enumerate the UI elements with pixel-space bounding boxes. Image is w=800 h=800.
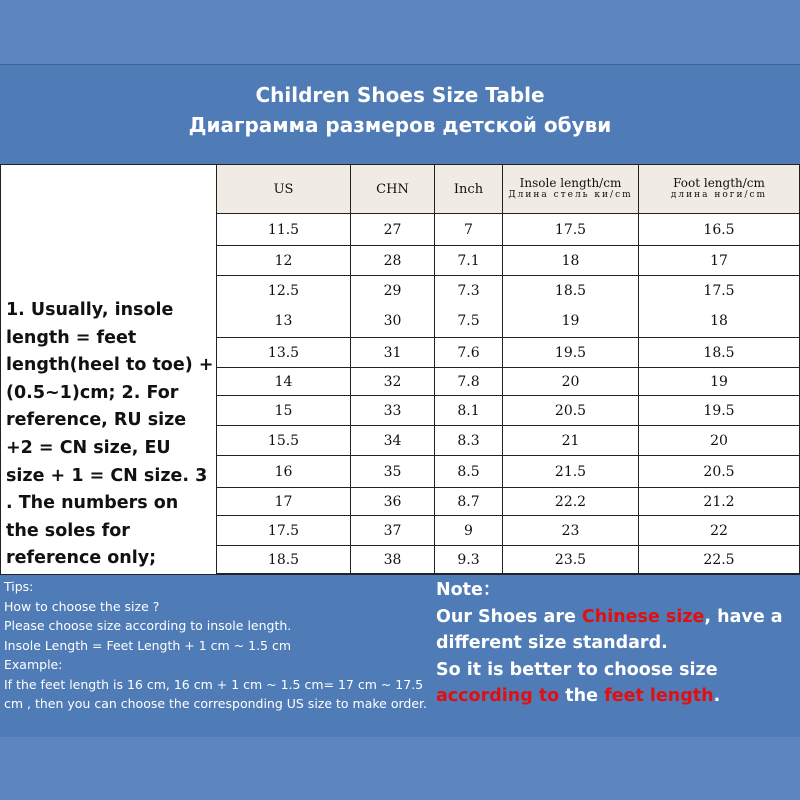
note-paragraph [436, 604, 798, 657]
cell-chn: 37 [351, 516, 435, 546]
cell-value: 7.5 [457, 313, 480, 329]
col-header-inch: Inch [435, 165, 503, 214]
cell-value: 19 [561, 313, 580, 329]
insole-header-main: Insole length/cm [519, 176, 622, 190]
tips-line: Example: [4, 657, 63, 672]
note-highlight: feet length [604, 686, 714, 706]
cell-us: 15 [217, 396, 351, 426]
cell-insole: 23.5 [503, 546, 639, 574]
cell-chn: 34 [351, 426, 435, 456]
note-panel [432, 574, 800, 737]
cell-inch: 7.8 [435, 368, 503, 396]
table-row [217, 368, 800, 396]
page-title-russian: Диаграмма размеров детской обуви [188, 113, 612, 137]
cell-inch: 7.1 [435, 246, 503, 276]
cell-foot: 16.5 [639, 214, 800, 246]
note-highlight: according to [436, 686, 560, 706]
table-row [217, 246, 800, 276]
cell-chn: 36 [351, 488, 435, 516]
cell-value: 13 [274, 313, 293, 329]
cell-foot: 19.5 [639, 396, 800, 426]
cell-chn: 35 [351, 456, 435, 488]
cell-insole: 17.5 [503, 214, 639, 246]
table-row [217, 456, 800, 488]
cell-insole: 19.5 [503, 338, 639, 368]
insole-header-sub: Длина стель ки/cm [508, 190, 633, 200]
cell-foot: 20.5 [639, 456, 800, 488]
cell-us: 12 [217, 246, 351, 276]
table-row [217, 426, 800, 456]
cell-value: 29 [383, 283, 402, 299]
cell-insole: 18 [503, 246, 639, 276]
cell-foot: 17 [639, 246, 800, 276]
tips-line: Insole Length = Feet Length + 1 cm ~ 1.5 cm [4, 637, 292, 653]
col-header-foot [639, 165, 800, 214]
cell-inch: 7.6 [435, 338, 503, 368]
cell-chn [351, 276, 435, 338]
cell-value: 18 [710, 313, 728, 329]
cell-chn: 27 [351, 214, 435, 246]
cell-us: 14 [217, 368, 351, 396]
tips-title: Tips: [4, 579, 34, 594]
cell-insole: 21.5 [503, 456, 639, 488]
col-header-us: US [217, 165, 351, 214]
cell-value: 18.5 [554, 283, 587, 299]
note-text: So it is better to choose size [436, 659, 718, 680]
table-row [217, 516, 800, 546]
cell-inch: 8.1 [435, 396, 503, 426]
cell-us: 17.5 [217, 516, 351, 546]
cell-chn: 38 [351, 546, 435, 574]
note-text: , have a different size standard. [436, 606, 783, 653]
note-text: the [559, 686, 605, 706]
cell-value: 12.5 [267, 283, 300, 299]
cell-chn: 32 [351, 368, 435, 396]
note-paragraph [436, 657, 798, 710]
cell-foot: 22.5 [639, 546, 800, 574]
cell-us: 18.5 [217, 546, 351, 574]
cell-inch: 7 [435, 214, 503, 246]
table-row [217, 396, 800, 426]
cell-insole: 22.2 [503, 488, 639, 516]
cell-us: 11.5 [217, 214, 351, 246]
table-row [217, 214, 800, 246]
cell-inch: 9 [435, 516, 503, 546]
note-highlight: Chinese size [581, 606, 705, 627]
cell-foot: 22 [639, 516, 800, 546]
cell-foot: 21.2 [639, 488, 800, 516]
cell-inch: 9.3 [435, 546, 503, 574]
page-title: Children Shoes Size Table [255, 83, 545, 107]
cell-value: 30 [383, 313, 402, 329]
note-title: Note： [436, 580, 501, 600]
note-text: Our Shoes are [436, 606, 582, 627]
cell-us: 15.5 [217, 426, 351, 456]
col-header-chn: CHN [351, 165, 435, 214]
cell-foot [639, 276, 800, 338]
cell-us: 17 [217, 488, 351, 516]
note-text: . [713, 686, 721, 706]
table-row [217, 488, 800, 516]
table-row [217, 546, 800, 574]
table-row-double [217, 276, 800, 338]
size-table [216, 164, 800, 574]
cell-inch: 8.7 [435, 488, 503, 516]
size-table-header-row [217, 165, 800, 214]
cell-inch [435, 276, 503, 338]
cell-insole: 20 [503, 368, 639, 396]
usage-notes-text: 1. Usually, insole length = feet length(heel to toe) + (0.5~1)cm; 2. For reference, RU size +2 = CN size, EU size + 1 = CN size. 3 . The numbers on the soles for reference only; [6, 300, 214, 569]
cell-chn: 33 [351, 396, 435, 426]
cell-foot: 19 [639, 368, 800, 396]
cell-insole [503, 276, 639, 338]
cell-us: 16 [217, 456, 351, 488]
cell-us: 13.5 [217, 338, 351, 368]
tips-line: If the feet length is 16 cm, 16 cm + 1 cm ~ 1.5 cm= 17 cm ~ 17.5 cm , then you can choose the corresponding US size to make order. [4, 676, 427, 711]
cell-value: 7.3 [457, 283, 480, 299]
foot-header-sub: длина ноги/cm [670, 190, 768, 200]
cell-insole: 23 [503, 516, 639, 546]
cell-value: 17.5 [703, 283, 735, 299]
cell-us [217, 276, 351, 338]
cell-chn: 28 [351, 246, 435, 276]
cell-chn: 31 [351, 338, 435, 368]
cell-foot: 18.5 [639, 338, 800, 368]
cell-foot: 20 [639, 426, 800, 456]
foot-header-main: Foot length/cm [673, 176, 765, 190]
cell-inch: 8.3 [435, 426, 503, 456]
tips-panel [0, 574, 433, 737]
tips-line: Please choose size according to insole length. [4, 618, 292, 633]
usage-notes-panel [0, 164, 217, 575]
col-header-insole [503, 165, 639, 214]
cell-inch: 8.5 [435, 456, 503, 488]
cell-insole: 21 [503, 426, 639, 456]
tips-line: How to choose the size ? [4, 598, 160, 614]
cell-insole: 20.5 [503, 396, 639, 426]
table-row [217, 338, 800, 368]
